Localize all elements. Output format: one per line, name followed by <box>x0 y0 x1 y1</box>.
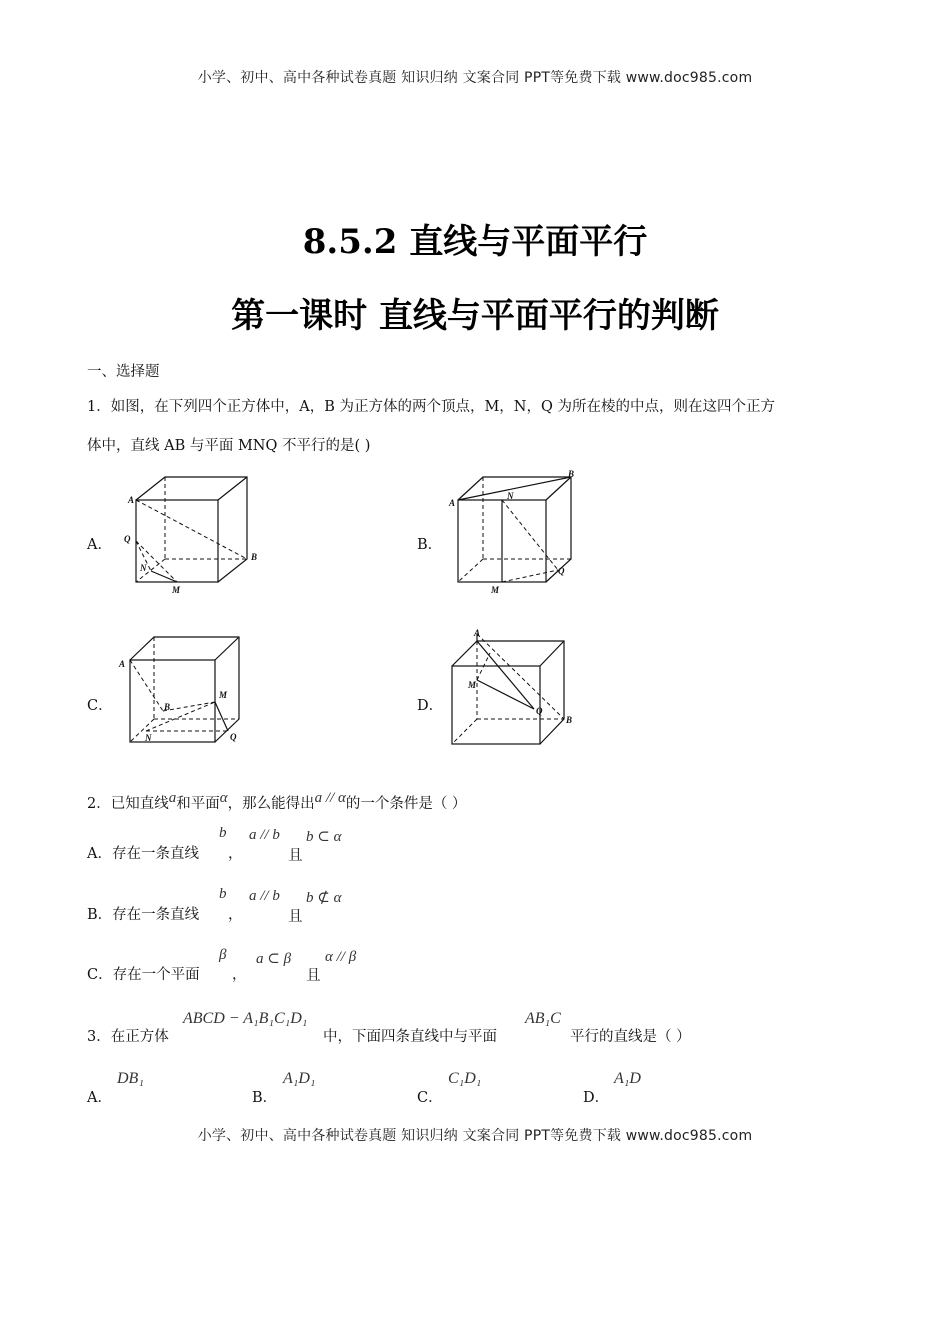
q2-option-b-comma: ， <box>228 907 243 923</box>
figure-d-label-m: M <box>468 680 477 690</box>
figure-c-label-m: M <box>219 690 228 700</box>
figure-d-label-b: B <box>566 715 573 725</box>
q2-option-c-condition: α // β <box>325 949 357 965</box>
figure-a-label-b: B <box>251 552 258 562</box>
q3-option-a-value: DB₁ <box>117 1070 144 1087</box>
q3-option-a-label: A． <box>87 1090 112 1106</box>
title-line-2: 第一课时 直线与平面平行的判断 <box>231 296 719 336</box>
cube-figure-c <box>116 632 246 746</box>
top-banner: 小学、初中、高中各种试卷真题 知识归纳 文案合同 PPT等免费下载 www.doc985.com <box>197 70 753 86</box>
q2-stem <box>87 792 466 813</box>
q2-option-c-beta: β <box>219 947 227 963</box>
figure-b-label-q: Q <box>558 566 565 576</box>
q3-option-c-label: C． <box>417 1090 443 1106</box>
q2-option-a-condition: b ⊂ α <box>306 829 342 845</box>
q3-option-b-value: A₁D₁ <box>283 1070 316 1087</box>
cube-figure-b <box>446 466 581 598</box>
q2-var-a: a <box>168 790 177 806</box>
q3-plane: AB₁C <box>525 1010 561 1027</box>
q2-stem-text-3: ，那么能得出 <box>227 796 315 812</box>
figure-a-label-n: N <box>140 563 147 573</box>
figure-c-label-a: A <box>119 659 126 669</box>
q3-option-d-value: A₁D <box>614 1070 641 1087</box>
q2-option-b-prefix: B．存在一条直线 <box>87 907 200 923</box>
q3-cube-name: ABCD − A₁B₁C₁D₁ <box>183 1010 308 1027</box>
q2-option-c-prefix: C．存在一个平面 <box>87 967 200 983</box>
figure-b-label-b: B <box>568 469 575 479</box>
q2-option-a-prefix: A．存在一条直线 <box>87 846 199 862</box>
cube-figure-d <box>446 624 581 748</box>
figure-c-label-q: Q <box>230 732 237 742</box>
q1-stem-line2: 体中，直线 AB 与平面 MNQ 不平行的是( ) <box>87 438 371 454</box>
q2-relation: a // α <box>314 790 346 806</box>
q3-stem-text-3: 平行的直线是（ ） <box>570 1029 691 1045</box>
q1-option-d-label: D． <box>417 698 444 714</box>
figure-d-label-a: A <box>474 628 481 638</box>
figure-c-label-n: N <box>145 733 152 743</box>
q2-option-c-and: 且 <box>306 968 321 984</box>
q2-option-b-and: 且 <box>288 909 303 925</box>
q2-option-b-condition: b ⊄ α <box>306 890 342 906</box>
q2-option-c-comma: ， <box>232 967 247 983</box>
figure-a-label-a: A <box>128 495 135 505</box>
title-line-1: 8.5.2 直线与平面平行 <box>302 222 648 262</box>
q3-option-c-value: C₁D₁ <box>448 1070 482 1087</box>
q2-option-a-comma: ， <box>228 846 243 862</box>
q2-option-a-and: 且 <box>288 848 303 864</box>
q1-option-a-label: A． <box>87 537 112 553</box>
section-heading: 一、选择题 <box>87 364 160 380</box>
q3-option-d-label: D． <box>583 1090 610 1106</box>
q2-stem-text-4: 的一个条件是（ ） <box>345 796 467 812</box>
q2-option-a-relation: a // b <box>249 827 280 843</box>
cube-figure-a <box>118 472 268 598</box>
q1-stem-line1: 1．如图，在下列四个正方体中，A，B 为正方体的两个顶点，M，N，Q 为所在棱的中点，则在这四个正方 <box>87 399 775 415</box>
q2-stem-text-2: 和平面 <box>176 796 220 812</box>
q2-stem-text-1: 2．已知直线 <box>87 796 169 812</box>
figure-a-label-q: Q <box>124 534 131 544</box>
figure-d-label-q: Q <box>536 706 543 716</box>
q3-option-b-label: B． <box>252 1090 278 1106</box>
figure-c-label-b: B <box>164 702 171 712</box>
q3-stem-text-1: 3．在正方体 <box>87 1029 169 1045</box>
q3-stem-text-2: 中，下面四条直线中与平面 <box>323 1029 497 1045</box>
q1-option-b-label: B． <box>417 537 443 553</box>
q2-option-b-relation: a // b <box>249 888 280 904</box>
figure-a-label-m: M <box>172 585 181 595</box>
q2-option-c-relation: a ⊂ β <box>256 951 292 967</box>
q2-var-alpha: α <box>219 790 228 806</box>
q1-option-c-label: C． <box>87 698 113 714</box>
figure-b-label-a: A <box>449 498 456 508</box>
q2-option-a-b: b <box>219 825 227 841</box>
q2-option-b-b: b <box>219 886 227 902</box>
figure-b-label-m: M <box>491 585 500 595</box>
figure-b-label-n: N <box>507 491 514 501</box>
bottom-banner: 小学、初中、高中各种试卷真题 知识归纳 文案合同 PPT等免费下载 www.doc985.com <box>197 1128 753 1144</box>
